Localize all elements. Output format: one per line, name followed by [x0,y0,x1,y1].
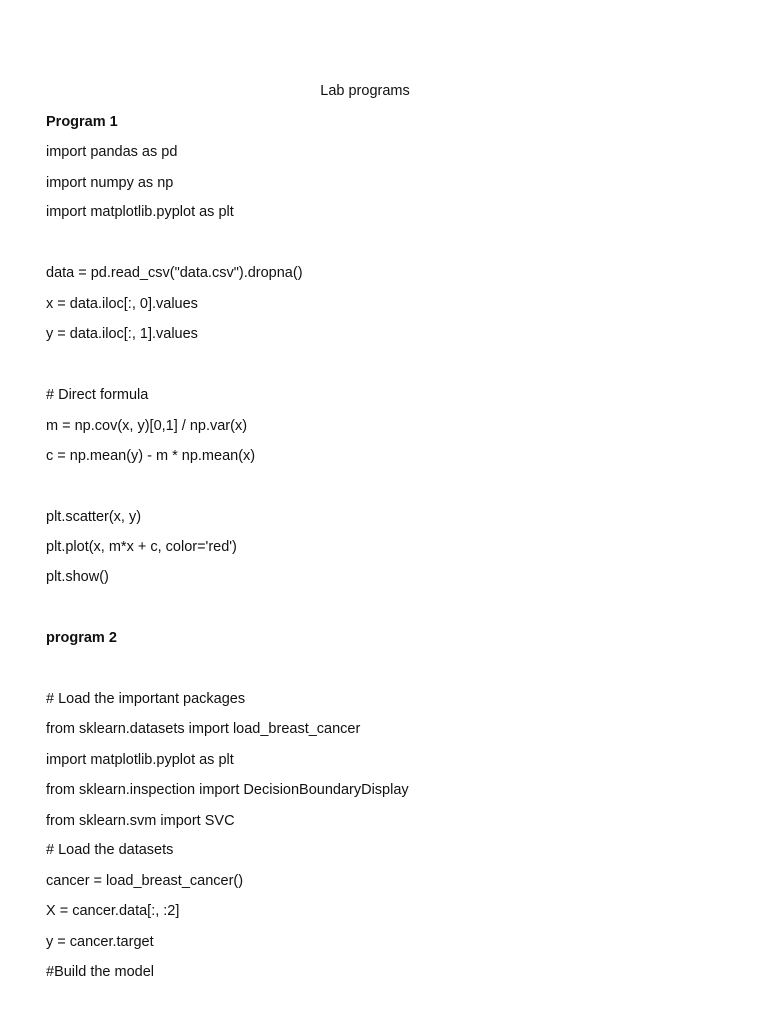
comment-line: # Load the datasets [46,842,174,858]
code-line: import matplotlib.pyplot as plt [46,752,234,768]
program-2-heading: program 2 [46,630,117,646]
code-line: import numpy as np [46,175,174,191]
comment-line: # Load the important packages [46,691,246,707]
comment-line: #Build the model [46,964,155,980]
code-line: c = np.mean(y) - m * np.mean(x) [46,448,256,464]
document-title: Lab programs [320,83,410,99]
code-line: data = pd.read_csv("data.csv").dropna() [46,265,303,281]
comment-line: # Direct formula [46,387,149,403]
code-line: from sklearn.inspection import DecisionBoundaryDisplay [46,782,409,798]
code-line: y = cancer.target [46,934,154,950]
code-line: plt.scatter(x, y) [46,509,142,525]
code-line: from sklearn.datasets import load_breast_cancer [46,721,361,737]
code-line: import matplotlib.pyplot as plt [46,204,234,220]
code-line: x = data.iloc[:, 0].values [46,296,198,312]
code-line: from sklearn.svm import SVC [46,813,235,829]
code-line: m = np.cov(x, y)[0,1] / np.var(x) [46,418,248,434]
code-line: plt.show() [46,569,109,585]
code-line: X = cancer.data[:, :2] [46,903,180,919]
code-line: plt.plot(x, m*x + c, color='red') [46,539,237,555]
program-1-heading: Program 1 [46,114,118,130]
code-line: y = data.iloc[:, 1].values [46,326,198,342]
code-line: import pandas as pd [46,144,178,160]
code-line: cancer = load_breast_cancer() [46,873,244,889]
